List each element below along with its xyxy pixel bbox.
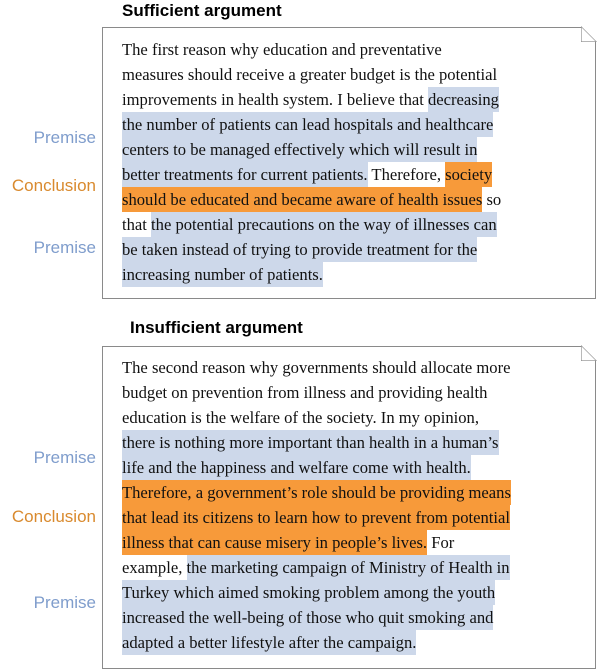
premise-highlight: adapted a better lifestyle after the campaign. [122,630,416,655]
text-span: The first reason why education and preventative [122,40,442,59]
text-span: The second reason why governments should allocate more [122,358,511,377]
text-line [122,405,511,430]
premise-highlight: better treatments for current patients. [122,162,368,187]
page-fold-icon [581,345,597,361]
text-line [122,480,511,505]
conclusion-highlight: Therefore, a government’s role should be providing means [122,480,511,505]
conclusion-label: Conclusion [11,176,96,195]
text-line [122,137,501,162]
text-line [122,212,501,237]
premise-highlight: the marketing campaign of Ministry of Health in [187,555,510,580]
page-fold-icon [581,26,597,42]
text-line [122,87,501,112]
sufficient-argument-title: Sufficient argument [122,1,282,20]
insufficient-argument-title: Insufficient argument [130,318,303,337]
premise-highlight: decreasing [428,87,499,112]
premise-label: Premise [33,593,96,612]
argument-text [122,37,501,287]
text-line [122,237,501,262]
text-line [122,162,501,187]
premise-highlight: the potential precautions on the way of illnesses can [151,212,497,237]
premise-label: Premise [33,128,96,147]
text-span: measures should receive a greater budget is the potential [122,65,498,84]
premise-highlight: life and the happiness and welfare come with health. [122,455,471,480]
text-line [122,355,511,380]
premise-label: Premise [33,238,96,257]
text-line [122,112,501,137]
text-line [122,430,511,455]
text-line [122,455,511,480]
text-span: budget on prevention from illness and providing health [122,383,488,402]
insufficient-argument-box [102,346,596,669]
text-span: that [122,215,152,234]
premise-highlight: centers to be managed effectively which will result in [122,137,477,162]
conclusion-highlight: that lead its citizens to learn how to prevent from potential [122,505,510,530]
text-span: For [427,533,455,552]
text-line [122,37,501,62]
conclusion-highlight: society [445,162,492,187]
premise-highlight: be taken instead of trying to provide treatment for the [122,237,477,262]
text-span: example, [122,558,187,577]
text-line [122,187,501,212]
premise-highlight: there is nothing more important than health in a human’s [122,430,499,455]
text-span: Therefore, [367,165,446,184]
text-line [122,380,511,405]
conclusion-highlight: illness that can cause misery in people’s lives. [122,530,427,555]
text-line [122,605,511,630]
sufficient-argument-box [102,27,596,299]
text-span: so [482,190,502,209]
text-line [122,630,511,655]
premise-highlight: increased the well-being of those who quit smoking and [122,605,493,630]
text-line [122,62,501,87]
text-span: education is the welfare of the society. In my opinion, [122,408,479,427]
argument-text [122,355,511,655]
premise-highlight: Turkey which aimed smoking problem among the youth [122,580,495,605]
premise-highlight: the number of patients can lead hospitals and healthcare [122,112,493,137]
text-line [122,580,511,605]
text-span: improvements in health system. I believe that [122,90,428,109]
premise-highlight: increasing number of patients. [122,262,323,287]
conclusion-label: Conclusion [11,507,96,526]
text-line [122,505,511,530]
text-line [122,555,511,580]
text-line [122,530,511,555]
conclusion-highlight: should be educated and became aware of health issues [122,187,482,212]
text-line [122,262,501,287]
premise-label: Premise [33,448,96,467]
